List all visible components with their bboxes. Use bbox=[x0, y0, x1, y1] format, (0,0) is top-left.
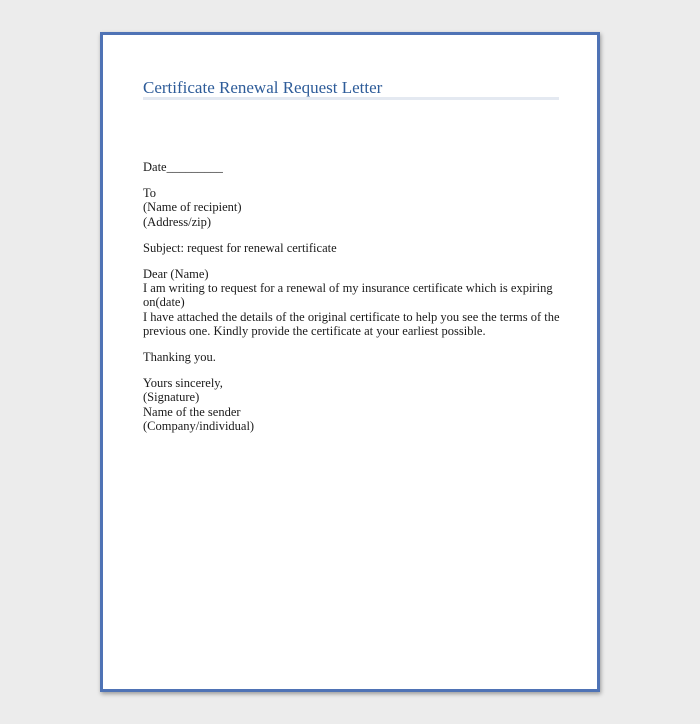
body-line-3: I have attached the details of the original certificate to help you see the terms of the bbox=[143, 309, 560, 324]
date-line: Date_________ bbox=[143, 160, 223, 174]
thanks-line: Thanking you. bbox=[143, 350, 216, 365]
recipient-name: (Name of recipient) bbox=[143, 200, 242, 215]
sender-company: (Company/individual) bbox=[143, 418, 255, 433]
page-title: Certificate Renewal Request Letter bbox=[143, 78, 383, 97]
body-line-4: previous one. Kindly provide the certificate at your earliest possible. bbox=[143, 323, 486, 338]
body-line-2: on(date) bbox=[143, 295, 185, 310]
thanks-block bbox=[143, 350, 563, 364]
subject-line: Subject: request for renewal certificate bbox=[143, 240, 337, 255]
sender-name: Name of the sender bbox=[143, 404, 241, 419]
date-block bbox=[143, 160, 563, 174]
sign-off: Yours sincerely, bbox=[143, 376, 223, 391]
body-line-1: I am writing to request for a renewal of my insurance certificate which is expiring bbox=[143, 281, 553, 296]
body-block bbox=[143, 267, 563, 338]
recipient-address: (Address/zip) bbox=[143, 214, 212, 229]
salutation: Dear (Name) bbox=[143, 267, 209, 282]
to-label: To bbox=[143, 186, 157, 201]
letter-page bbox=[100, 32, 600, 692]
closing-block bbox=[143, 376, 563, 433]
letter-body bbox=[143, 160, 563, 445]
title-underline bbox=[143, 97, 559, 100]
signature-placeholder: (Signature) bbox=[143, 390, 200, 405]
subject-block bbox=[143, 241, 563, 255]
recipient-block bbox=[143, 186, 563, 229]
